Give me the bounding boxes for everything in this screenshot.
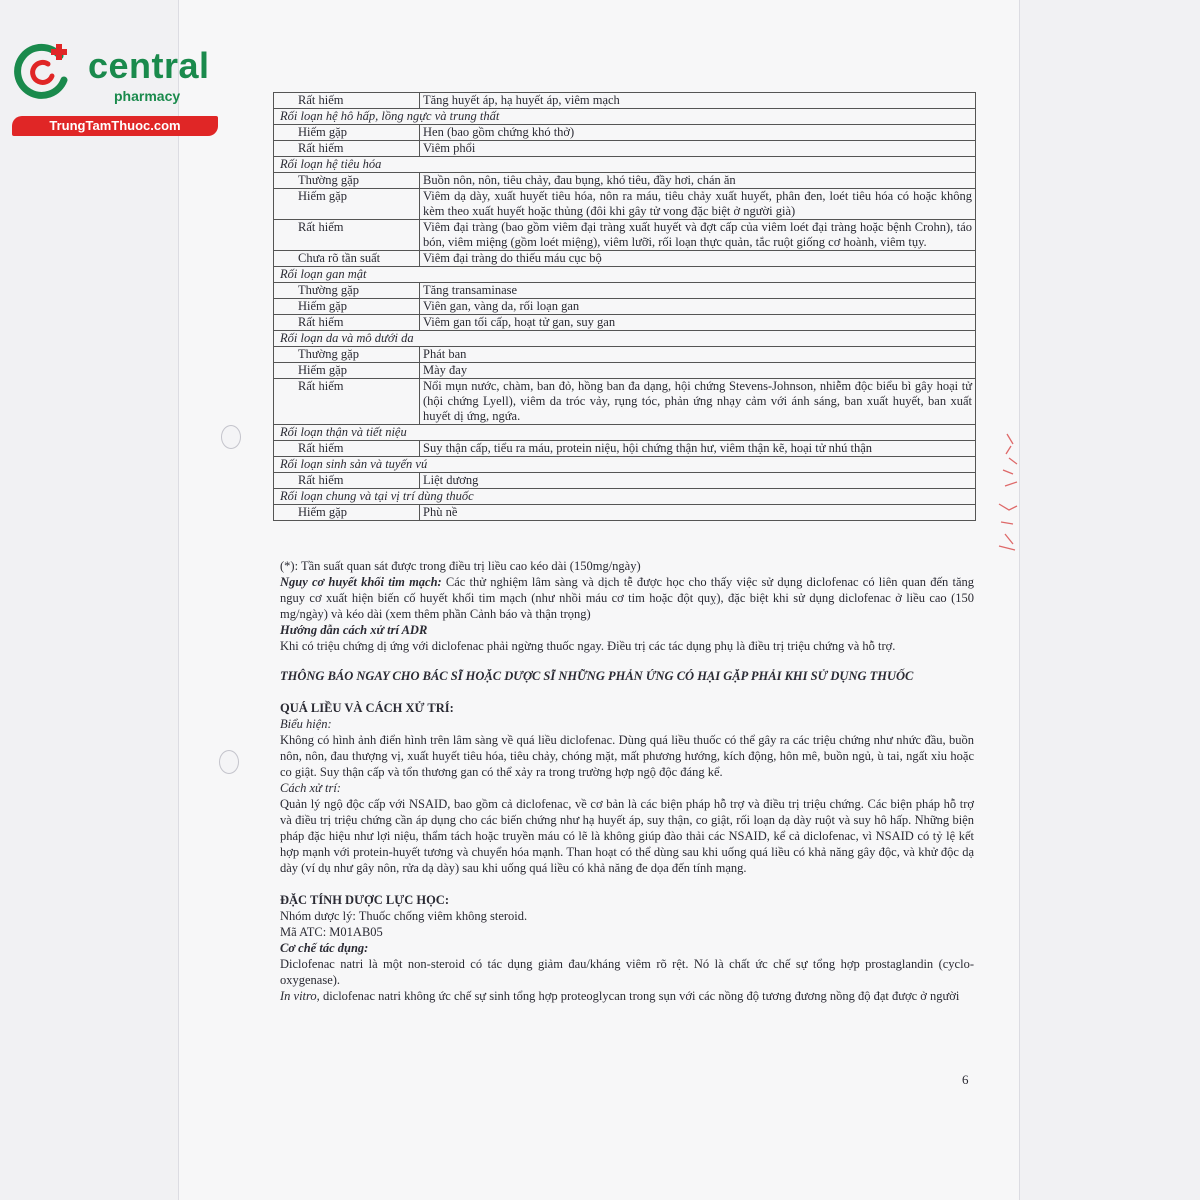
frequency-cell: Rất hiếm (274, 441, 420, 457)
effect-cell: Hen (bao gồm chứng khó thở) (420, 125, 976, 141)
adverse-reactions-table (273, 92, 976, 521)
mechanism-label: Cơ chế tác dụng: (280, 941, 369, 955)
table-group-row (274, 457, 976, 473)
group-label: Rối loạn chung và tại vị trí dùng thuốc (274, 489, 976, 505)
effect-cell: Viên gan, vàng da, rối loạn gan (420, 299, 976, 315)
frequency-cell: Rất hiếm (274, 379, 420, 425)
group-label: Rối loạn thận và tiết niệu (274, 425, 976, 441)
table-row (274, 315, 976, 331)
table-row (274, 251, 976, 267)
pharmacodynamics-heading: ĐẶC TÍNH DƯỢC LỰC HỌC: (280, 893, 449, 907)
cv-risk-paragraph (280, 574, 974, 622)
invitro-text: diclofenac natri không ức chế sự sinh tổng hợp proteoglycan trong sụn với các nồng độ tương đương nồng độ đạt được ở người (319, 989, 960, 1003)
effect-cell: Viêm đại tràng (bao gồm viêm đại tràng xuất huyết và đợt cấp của viêm loét đại tràng hoặc bệnh Crohn), táo bón, viêm miệng (gồm loét miệng), viêm lưỡi, rối loạn thực quản, tắc ruột giống cơ hoành, viêm tụy. (420, 220, 976, 251)
frequency-cell: Hiếm gặp (274, 505, 420, 521)
logo-subtitle: pharmacy (114, 88, 181, 104)
atc-code: Mã ATC: M01AB05 (280, 925, 383, 939)
effect-cell: Viêm phổi (420, 141, 976, 157)
logo-brand: central (88, 45, 210, 86)
table-row (274, 189, 976, 220)
table-row (274, 473, 976, 489)
adr-guide-label: Hướng dẫn cách xử trí ADR (280, 623, 428, 637)
report-notice: THÔNG BÁO NGAY CHO BÁC SĨ HOẶC DƯỢC SĨ NHỮNG PHẢN ỨNG CÓ HẠI GẶP PHẢI KHI SỬ DỤNG THUỐC (280, 669, 914, 683)
table-row (274, 299, 976, 315)
table-group-row (274, 489, 976, 505)
pharm-group: Nhóm dược lý: Thuốc chống viêm không steroid. (280, 909, 528, 923)
symptoms-text: Không có hình ảnh điển hình trên lâm sàng về quá liều diclofenac. Dùng quá liều thuốc có thể gây ra các triệu chứng như nhức đầu, buồn nôn, nôn, đau thượng vị, xuất huyết tiêu hóa, tiêu chảy, chóng mặt, mất phương hướng, kích động, hôn mê, buồn ngủ, ù tai, ngất xỉu hoặc co giật. Suy thận cấp và tổn thương gan có thể xảy ra trong trường hợp ngộ độc đáng kể. (280, 733, 974, 779)
table-row (274, 441, 976, 457)
overdose-heading: QUÁ LIỀU VÀ CÁCH XỬ TRÍ: (280, 701, 454, 715)
table-group-row (274, 267, 976, 283)
effect-cell: Mày đay (420, 363, 976, 379)
group-label: Rối loạn da và mô dưới da (274, 331, 976, 347)
effect-cell: Buồn nôn, nôn, tiêu chảy, đau bụng, khó tiêu, đầy hơi, chán ăn (420, 173, 976, 189)
table-row (274, 505, 976, 521)
table-row (274, 347, 976, 363)
table-row (274, 220, 976, 251)
effect-cell: Viêm dạ dày, xuất huyết tiêu hóa, nôn ra máu, tiêu chảy xuất huyết, phân đen, loét tiêu hóa có hoặc không kèm theo xuất huyết hoặc thủng (đôi khi gây tử vong đặc biệt ở người già) (420, 189, 976, 220)
frequency-cell: Rất hiếm (274, 315, 420, 331)
table-row (274, 363, 976, 379)
frequency-cell: Thường gặp (274, 283, 420, 299)
treatment-text: Quản lý ngộ độc cấp với NSAID, bao gồm cả diclofenac, về cơ bản là các biện pháp hỗ trợ và điều trị triệu chứng. Các biện pháp hỗ trợ và điều trị triệu chứng cần áp dụng cho các biến chứng như hạ huyết áp, suy thận, co giật, rối loạn dạ dày ruột và suy hô hấp. Những biện pháp đặc hiệu như lợi niệu, thẩm tách hoặc truyền máu có lẽ là không giúp đào thải các NSAID, kể cả diclofenac, vì NSAID có tỷ lệ kết hợp mạnh với protein-huyết tương và chuyển hóa mạnh. Than hoạt có thể dùng sau khi uống quá liều có khả năng gây độc, và khử độc dạ dày (ví dụ như gây nôn, rửa dạ dày) sau khi uống quá liều có khả năng đe dọa đến tính mạng. (280, 797, 974, 875)
effect-cell: Viêm đại tràng do thiếu máu cục bộ (420, 251, 976, 267)
effect-cell: Phát ban (420, 347, 976, 363)
table-row (274, 93, 976, 109)
table-row (274, 141, 976, 157)
frequency-cell: Rất hiếm (274, 473, 420, 489)
effect-cell: Tăng transaminase (420, 283, 976, 299)
symptoms-label: Biểu hiện: (280, 717, 332, 731)
document-body (280, 558, 974, 1004)
effect-cell: Tăng huyết áp, hạ huyết áp, viêm mạch (420, 93, 976, 109)
effect-cell: Phù nề (420, 505, 976, 521)
table-group-row (274, 425, 976, 441)
table-group-row (274, 109, 976, 125)
frequency-cell: Hiếm gặp (274, 299, 420, 315)
table-row (274, 283, 976, 299)
logo-website-banner: TrungTamThuoc.com (12, 116, 218, 136)
frequency-cell: Hiếm gặp (274, 363, 420, 379)
frequency-cell: Thường gặp (274, 173, 420, 189)
frequency-cell: Rất hiếm (274, 141, 420, 157)
effect-cell: Suy thận cấp, tiểu ra máu, protein niệu, hội chứng thận hư, viêm thận kẽ, hoại tử nhú thận (420, 441, 976, 457)
group-label: Rối loạn sinh sản và tuyến vú (274, 457, 976, 473)
frequency-cell: Thường gặp (274, 347, 420, 363)
cv-risk-text: Các thử nghiệm lâm sàng và dịch tễ được học cho thấy việc sử dụng diclofenac có liên quan đến tăng nguy cơ xuất hiện biến cố huyết khối tim mạch (như nhồi máu cơ tim hoặc đột quỵ), đặc biệt khi sử dụng diclofenac ở liều cao (150 mg/ngày) và kéo dài (xem thêm phần Cảnh báo và thận trọng) (280, 575, 974, 621)
effect-cell: Nổi mụn nước, chàm, ban đỏ, hồng ban đa dạng, hội chứng Stevens-Johnson, nhiễm độc biểu bì gây hoại tử (hội chứng Lyell), viêm da tróc vảy, rụng tóc, phản ứng nhạy cảm với ánh sáng, ban xuất huyết, ban xuất huyết dị ứng, ngứa. (420, 379, 976, 425)
logo-ring-icon (14, 42, 72, 100)
treatment-label: Cách xử trí: (280, 781, 341, 795)
table-row (274, 379, 976, 425)
group-label: Rối loạn gan mật (274, 267, 976, 283)
page-number: 6 (962, 1072, 969, 1087)
invitro-label: In vitro, (280, 989, 320, 1003)
effect-cell: Liệt dương (420, 473, 976, 489)
group-label: Rối loạn hệ hô hấp, lồng ngực và trung thất (274, 109, 976, 125)
adr-guide-text: Khi có triệu chứng dị ứng với diclofenac phải ngừng thuốc ngay. Điều trị các tác dụng phụ là điều trị triệu chứng và hỗ trợ. (280, 639, 896, 653)
table-group-row (274, 157, 976, 173)
group-label: Rối loạn hệ tiêu hóa (274, 157, 976, 173)
frequency-cell: Hiếm gặp (274, 189, 420, 220)
frequency-cell: Rất hiếm (274, 220, 420, 251)
frequency-cell: Chưa rõ tần suất (274, 251, 420, 267)
central-pharmacy-logo (10, 34, 220, 138)
mechanism-text: Diclofenac natri là một non-steroid có tác dụng giảm đau/kháng viêm rõ rệt. Nó là chất ức chế sự tổng hợp prostaglandin (cyclo-oxygenase). (280, 957, 974, 987)
punch-hole (221, 425, 241, 449)
table-group-row (274, 331, 976, 347)
invitro-paragraph (280, 988, 974, 1004)
frequency-cell: Hiếm gặp (274, 125, 420, 141)
red-stamp-mark (985, 430, 1025, 560)
footnote: (*): Tần suất quan sát được trong điều trị liều cao kéo dài (150mg/ngày) (280, 559, 641, 573)
table-row (274, 125, 976, 141)
cv-risk-label: Nguy cơ huyết khối tim mạch: (280, 575, 442, 589)
punch-hole (219, 750, 239, 774)
frequency-cell: Rất hiếm (274, 93, 420, 109)
table-row (274, 173, 976, 189)
effect-cell: Viêm gan tối cấp, hoạt tử gan, suy gan (420, 315, 976, 331)
